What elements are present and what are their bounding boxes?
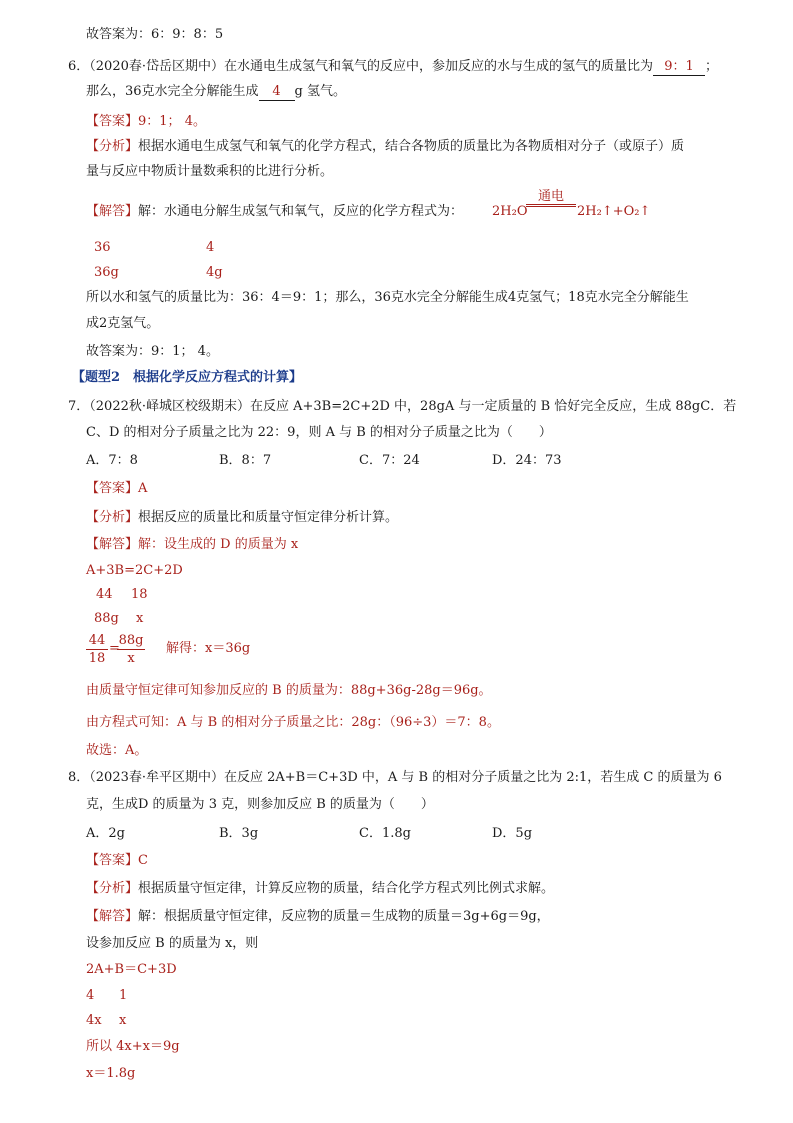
answer-label: 【答案】 <box>86 114 139 129</box>
q8-equation: 2A+B＝C+3D <box>86 962 177 977</box>
q6-conclusion-2: 成2克氢气。 <box>86 316 160 331</box>
q6-stem2-pre: 那么，36克水完全分解能生成 <box>86 84 259 99</box>
q8-solution-text: 解：根据质量守恒定律，反应物的质量＝生成物的质量＝3g+6g＝9g， <box>138 909 550 924</box>
q8-option-a: A．2g <box>86 826 125 841</box>
q8-stem-line2: 克，生成D 的质量为 3 克，则参加反应 B 的质量为（ ） <box>86 797 434 812</box>
q6-eq-left: 2H₂O <box>492 204 528 219</box>
q8-answer-value: C <box>138 853 148 868</box>
section-title: 【题型2 根据化学反应方程式的计算】 <box>72 370 303 385</box>
q7-stem-line2: C、D 的相对分子质量之比为 22：9，则 A 与 B 的相对分子质量之比为（ ） <box>86 425 552 440</box>
fraction-denominator: x <box>127 651 135 666</box>
q8-row2-b: x <box>119 1013 127 1028</box>
q7-final: 故选：A。 <box>86 743 148 758</box>
q6-row2-b: 4g <box>206 265 223 280</box>
q6-analysis-line1 <box>86 139 684 155</box>
analysis-label: 【分析】 <box>86 881 139 896</box>
solution-label: 【解答】 <box>86 909 139 924</box>
q7-equals: = <box>109 641 120 656</box>
q7-row2-a: 88g <box>94 611 119 626</box>
q6-eq-right: 2H₂↑+O₂↑ <box>577 204 651 219</box>
q8-sum: 所以 4x+x＝9g <box>86 1039 180 1054</box>
q8-analysis-text: 根据质量守恒定律，计算反应物的质量，结合化学方程式列比例式求解。 <box>138 881 555 896</box>
q7-answer <box>86 481 147 497</box>
q7-solution-text: 解：设生成的 D 的质量为 x <box>138 537 299 552</box>
q6-stem-pre: 6．（2020春·岱岳区期中）在水通电生成氢气和氧气的反应中，参加反应的水与生成的氢气的质量比为 <box>68 59 653 74</box>
q6-solution-line1 <box>86 204 463 220</box>
q7-option-a: A．7：8 <box>86 453 138 468</box>
q6-answer-value: 9：1； 4。 <box>138 114 206 129</box>
q6-stem2-post: g 氢气。 <box>294 84 347 99</box>
solution-label: 【解答】 <box>86 204 139 219</box>
q8-row2-a: 4x <box>86 1013 102 1028</box>
q6-blank2: 4 <box>259 84 295 101</box>
q8-stem-line1: 8．（2023春·牟平区期中）在反应 2A+B＝C+3D 中，A 与 B 的相对分子质量之比为 2:1，若生成 C 的质量为 6 <box>68 770 722 785</box>
q6-final: 故答案为：9：1； 4。 <box>86 344 219 359</box>
q7-analysis-text: 根据反应的质量比和质量守恒定律分析计算。 <box>138 510 399 525</box>
q6-analysis-text1: 根据水通电生成氢气和氧气的化学方程式，结合各物质的质量比为各物质相对分子（或原子）质 <box>138 139 685 154</box>
analysis-label: 【分析】 <box>86 510 139 525</box>
equals-sign <box>526 204 576 207</box>
q7-row1-a: 44 <box>96 587 113 602</box>
analysis-label: 【分析】 <box>86 139 139 154</box>
q7-equation: A+3B=2C+2D <box>86 563 183 578</box>
condition-text: 通电 <box>537 189 564 204</box>
fraction-numerator: 88g <box>118 633 144 648</box>
q6-stem-line1 <box>68 59 718 76</box>
q6-solution-text: 解：水通电分解生成氢气和氧气，反应的化学方程式为： <box>138 204 464 219</box>
q6-stem-post: ； <box>705 59 719 74</box>
q8-let: 设参加反应 B 的质量为 x，则 <box>86 936 259 951</box>
q8-option-b: B．3g <box>219 826 259 841</box>
prev-answer: 故答案为：6：9：8：5 <box>86 27 224 42</box>
fraction-bar <box>86 649 108 650</box>
fraction-numerator: 44 <box>88 633 106 648</box>
q8-option-c: C．1.8g <box>359 826 411 841</box>
answer-label: 【答案】 <box>86 481 139 496</box>
solution-label: 【解答】 <box>86 537 139 552</box>
q7-answer-value: A <box>138 481 148 496</box>
q8-row1-a: 4 <box>86 988 95 1003</box>
q8-option-d: D．5g <box>492 826 533 841</box>
q7-fraction-2 <box>117 633 145 666</box>
q6-row1-a: 36 <box>94 240 111 255</box>
q7-option-d: D．24：73 <box>492 453 562 468</box>
q7-analysis <box>86 510 398 526</box>
answer-label: 【答案】 <box>86 853 139 868</box>
q7-ratio: 由方程式可知：A 与 B 的相对分子质量之比：28g：（96÷3）＝7：8。 <box>86 715 500 730</box>
q6-row1-b: 4 <box>206 240 215 255</box>
q7-option-c: C．7：24 <box>359 453 420 468</box>
q8-answer <box>86 853 148 869</box>
q7-stem-line1: 7．（2022秋·峄城区校级期末）在反应 A+3B=2C+2D 中，28gA 与一定质量的 B 恰好完全反应，生成 88gC．若 <box>68 399 737 414</box>
q7-mass-b: 由质量守恒定律可知参加反应的 B 的质量为：88g+36g-28g＝96g。 <box>86 683 492 698</box>
q6-stem-line2 <box>86 84 346 101</box>
q7-option-b: B．8：7 <box>219 453 272 468</box>
q7-row2-b: x <box>136 611 144 626</box>
q6-blank1: 9：1 <box>653 59 705 76</box>
q6-conclusion-1: 所以水和氢气的质量比为：36：4＝9：1；那么，36克水完全分解能生成4克氢气；18克水完全分解能生 <box>86 290 689 305</box>
q8-row1-b: 1 <box>119 988 128 1003</box>
q7-row1-b: 18 <box>131 587 148 602</box>
q6-row2-a: 36g <box>94 265 119 280</box>
q6-analysis-line2: 量与反应中物质计量数乘积的比进行分析。 <box>86 164 334 179</box>
q7-fraction-1 <box>86 633 108 666</box>
q6-answer <box>86 114 206 130</box>
q8-solution <box>86 909 550 925</box>
fraction-bar <box>117 649 145 650</box>
q7-solve: 解得：x＝36g <box>166 641 251 656</box>
q8-result: x＝1.8g <box>86 1066 136 1081</box>
q6-eq-condition <box>526 189 576 207</box>
q7-solution <box>86 537 298 553</box>
fraction-denominator: 18 <box>88 651 106 666</box>
q8-analysis <box>86 881 554 897</box>
